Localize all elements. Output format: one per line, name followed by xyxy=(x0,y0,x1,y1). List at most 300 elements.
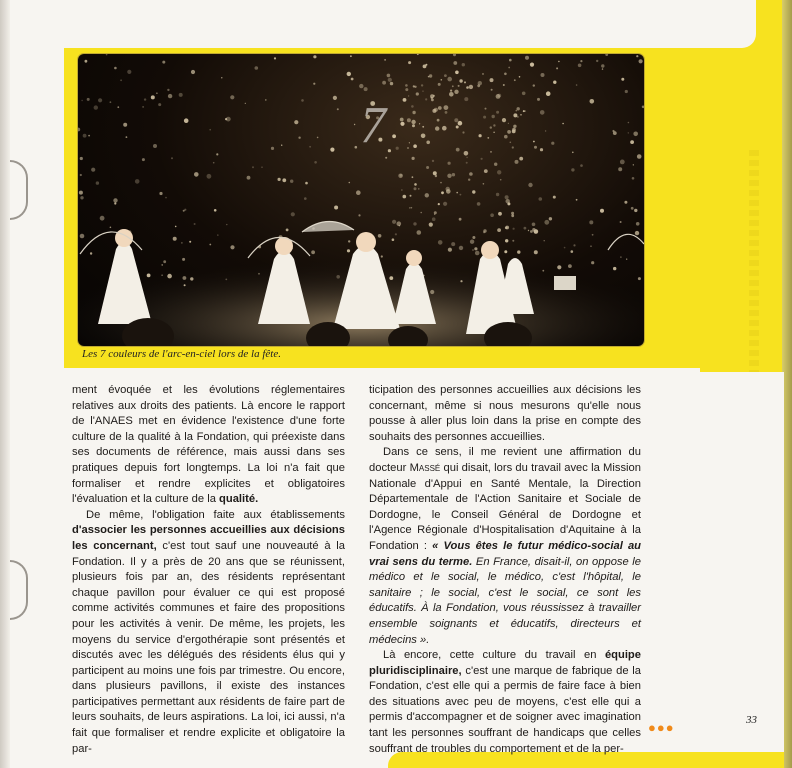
confetti-bubble xyxy=(448,248,452,252)
confetti-bubble xyxy=(347,72,351,76)
confetti-bubble xyxy=(517,116,519,118)
confetti-bubble xyxy=(460,280,462,282)
paragraph xyxy=(369,445,641,648)
quote-italic: En France, disait-il, on oppose le médico et le social, le médico, c'est l'hôpital, le sanitaire ; le social, c'est le social, ce sont les éducatifs. À la Fondation, vous réussissez à travailler ensemble soignants et éducatifs, directeurs et médecins ». xyxy=(369,555,641,646)
confetti-bubble xyxy=(230,95,234,99)
confetti-bubble xyxy=(469,172,473,176)
confetti-bubble xyxy=(313,83,315,85)
confetti-bubble xyxy=(589,220,593,224)
confetti-bubble xyxy=(429,74,432,77)
confetti-bubble xyxy=(403,195,407,199)
confetti-bubble xyxy=(637,154,642,159)
confetti-bubble xyxy=(553,196,556,199)
confetti-bubble xyxy=(430,290,434,294)
confetti-bubble xyxy=(490,151,492,153)
confetti-bubble xyxy=(541,73,545,77)
confetti-bubble xyxy=(261,166,263,168)
confetti-bubble xyxy=(135,179,140,184)
confetti-bubble xyxy=(271,147,274,150)
confetti-bubble xyxy=(381,255,383,257)
confetti-bubble xyxy=(508,123,509,124)
confetti-bubble xyxy=(358,214,360,216)
confetti-bubble xyxy=(426,141,430,145)
confetti-bubble xyxy=(459,246,463,250)
confetti-bubble xyxy=(282,178,286,182)
confetti-bubble xyxy=(217,234,219,236)
confetti-bubble xyxy=(290,180,293,183)
confetti-bubble xyxy=(190,277,193,280)
confetti-bubble xyxy=(425,193,429,197)
confetti-bubble xyxy=(209,129,211,131)
confetti-bubble xyxy=(175,226,177,228)
photo-caption: Les 7 couleurs de l'arc-en-ciel lors de la fête. xyxy=(82,348,281,360)
confetti-bubble xyxy=(117,106,119,108)
confetti-bubble xyxy=(441,79,443,81)
confetti-bubble xyxy=(162,61,165,64)
confetti-bubble xyxy=(507,130,511,134)
confetti-bubble xyxy=(449,92,454,97)
confetti-bubble xyxy=(226,224,227,225)
confetti-bubble xyxy=(392,238,395,241)
confetti-bubble xyxy=(466,162,468,164)
confetti-bubble xyxy=(183,210,185,212)
confetti-bubble xyxy=(443,202,447,206)
confetti-bubble xyxy=(625,90,628,93)
confetti-bubble xyxy=(158,103,161,106)
confetti-bubble xyxy=(98,98,102,102)
confetti-bubble xyxy=(516,110,518,112)
confetti-bubble xyxy=(602,68,603,69)
person-name: Massé xyxy=(409,461,441,474)
confetti-bubble xyxy=(189,241,191,243)
confetti-bubble xyxy=(454,90,458,94)
paragraph-text: qui disait, lors du travail avec la Mission Nationale d'Appui en Santé Mentale, la Direction Départementale de l'Action Sanitaire et Sociale de Dordogne, le Conseil Général de Dordogne et l'Agence Régionale d'Hospitalisation d'Aquitaine à la Fondation : xyxy=(369,461,641,552)
confetti-bubble xyxy=(405,88,408,91)
confetti-bubble xyxy=(411,120,415,124)
confetti-bubble xyxy=(558,61,559,62)
confetti-bubble xyxy=(426,166,429,169)
confetti-bubble xyxy=(395,233,397,235)
confetti-bubble xyxy=(258,273,260,275)
confetti-bubble xyxy=(573,244,575,246)
confetti-bubble xyxy=(421,84,423,86)
confetti-bubble xyxy=(387,74,391,78)
confetti-bubble xyxy=(286,229,289,232)
confetti-bubble xyxy=(209,244,211,246)
confetti-bubble xyxy=(596,60,598,62)
confetti-bubble xyxy=(592,234,594,236)
page-number: 33 xyxy=(746,714,757,726)
confetti-bubble xyxy=(636,222,640,226)
confetti-bubble xyxy=(631,207,634,210)
confetti-bubble xyxy=(403,98,407,102)
confetti-bubble xyxy=(83,134,87,138)
confetti-bubble xyxy=(96,181,99,184)
confetti-bubble xyxy=(624,201,627,204)
confetti-bubble xyxy=(106,54,108,55)
confetti-bubble xyxy=(612,130,614,132)
confetti-bubble xyxy=(454,118,458,122)
confetti-bubble xyxy=(453,61,457,65)
confetti-bubble xyxy=(446,189,451,194)
confetti-bubble xyxy=(226,117,231,122)
confetti-bubble xyxy=(478,81,482,85)
confetti-bubble xyxy=(464,97,468,101)
text-column-right xyxy=(369,383,641,757)
confetti-bubble xyxy=(458,85,460,87)
confetti-bubble xyxy=(620,221,622,223)
confetti-bubble xyxy=(483,116,486,119)
confetti-bubble xyxy=(633,164,634,165)
confetti-bubble xyxy=(580,164,583,167)
confetti-bubble xyxy=(434,211,437,214)
binder-ring-bottom xyxy=(10,560,28,620)
confetti-bubble xyxy=(590,99,595,104)
confetti-bubble xyxy=(493,132,494,133)
confetti-bubble xyxy=(397,221,402,226)
confetti-bubble xyxy=(347,249,350,252)
confetti-bubble xyxy=(91,168,95,172)
confetti-bubble xyxy=(305,182,308,185)
confetti-bubble xyxy=(94,105,98,109)
confetti-bubble xyxy=(505,239,508,242)
confetti-bubble xyxy=(497,170,501,174)
confetti-bubble xyxy=(553,81,556,84)
confetti-bubble xyxy=(378,234,382,238)
confetti-bubble xyxy=(392,134,396,138)
confetti-bubble xyxy=(213,162,215,164)
confetti-bubble xyxy=(509,59,512,62)
confetti-bubble xyxy=(78,128,80,132)
paragraph-text: c'est tout sauf une nouveauté à la Fondation. Il y a près de 20 ans que se réunissent, plusieurs fois par an, des résidents représentant chaque pavillon pour évaluer ce qui est proposé comme activités communes et faire des propositions pour les activités à venir. De même, les projets, les moyens du service d'ergothérapie sont présentés et discutés avec les délégués des résidents élus qui y participent au moins une fois par trimestre. Ou encore, dans plusieurs pavillons, il existe des instances participatives permettant aux résidents de faire part de leurs souhaits, de leurs aspirations. La loi, ici aussi, n'a fait que formaliser et rendre explicite et obligatoire la par- xyxy=(72,539,345,755)
confetti-bubble xyxy=(578,64,582,68)
confetti-bubble xyxy=(537,98,540,101)
confetti-bubble xyxy=(390,82,393,85)
confetti-bubble xyxy=(470,240,474,244)
confetti-bubble xyxy=(500,179,502,181)
confetti-bubble xyxy=(462,131,464,133)
confetti-bubble xyxy=(356,190,361,195)
binder-ring-top xyxy=(10,160,28,220)
confetti-bubble xyxy=(173,237,177,241)
confetti-bubble xyxy=(165,197,167,199)
confetti-bubble xyxy=(517,107,520,110)
paragraph xyxy=(369,648,641,757)
confetti-bubble xyxy=(414,187,417,190)
confetti-bubble xyxy=(528,183,532,187)
confetti-bubble xyxy=(153,144,157,148)
confetti-bubble xyxy=(432,160,434,162)
confetti-bubble xyxy=(479,134,482,137)
confetti-bubble xyxy=(110,227,112,229)
confetti-bubble xyxy=(413,85,415,87)
confetti-bubble xyxy=(447,174,451,178)
confetti-bubble xyxy=(351,78,354,81)
confetti-bubble xyxy=(311,250,315,254)
confetti-bubble xyxy=(114,67,117,70)
confetti-bubble xyxy=(448,162,451,165)
confetti-bubble xyxy=(438,83,441,86)
confetti-bubble xyxy=(151,95,155,99)
confetti-bubble xyxy=(620,256,622,258)
confetti-bubble xyxy=(265,99,267,101)
confetti-bubble xyxy=(438,203,440,205)
confetti-bubble xyxy=(496,193,499,196)
confetti-bubble xyxy=(519,157,523,161)
paragraph-text: ment évoquée et les évolutions réglementaires relatives aux droits des patients. Là encore le rapport de l'ANAES met en évidence l'existence d'une forte culture de la qualité à la Fondation, qui préexiste dans ses documents de référence, mais aussi dans ses pratiques depuis fort longtemps. La loi n'a fait que formaliser et rendre explicites et obligatoires l'évaluation et la culture de la xyxy=(72,384,345,506)
confetti-bubble xyxy=(605,54,608,56)
confetti-bubble xyxy=(144,98,146,100)
confetti-bubble xyxy=(225,279,227,281)
confetti-bubble xyxy=(417,54,419,55)
confetti-bubble xyxy=(472,190,475,193)
confetti-bubble xyxy=(291,212,295,216)
bold-keyword: d'associer les personnes accueillies aux décisions les concernant, xyxy=(72,524,345,552)
confetti-bubble xyxy=(525,56,529,60)
confetti-bubble xyxy=(413,144,417,148)
confetti-bubble xyxy=(384,59,386,61)
confetti-bubble xyxy=(510,142,512,144)
confetti-bubble xyxy=(400,122,404,126)
confetti-bubble xyxy=(100,216,105,221)
confetti-bubble xyxy=(412,124,415,127)
confetti-bubble xyxy=(330,148,334,152)
confetti-bubble xyxy=(544,240,545,241)
text-column-left xyxy=(72,383,345,757)
confetti-bubble xyxy=(447,77,452,82)
confetti-bubble xyxy=(591,261,594,264)
confetti-bubble xyxy=(483,183,485,185)
confetti-bubble xyxy=(411,105,414,108)
confetti-bubble xyxy=(556,67,558,69)
confetti-bubble xyxy=(533,84,535,86)
confetti-bubble xyxy=(626,259,627,260)
confetti-bubble xyxy=(298,137,300,139)
confetti-bubble xyxy=(309,146,311,148)
confetti-bubble xyxy=(482,73,483,74)
paragraph xyxy=(72,508,345,758)
confetti-bubble xyxy=(468,179,470,181)
confetti-bubble xyxy=(534,146,537,149)
confetti-bubble xyxy=(639,59,643,63)
confetti-bubble xyxy=(413,222,416,225)
confetti-bubble xyxy=(163,260,166,263)
confetti-bubble xyxy=(497,94,501,98)
confetti-bubble xyxy=(333,96,337,100)
confetti-bubble xyxy=(301,99,304,102)
confetti-bubble xyxy=(485,108,487,110)
confetti-bubble xyxy=(487,137,489,139)
paragraph-text: Dans ce sens, il me revient une affirmation du docteur xyxy=(369,446,641,474)
confetti-bubble xyxy=(392,220,396,224)
confetti-bubble xyxy=(388,78,392,82)
confetti-bubble xyxy=(464,81,466,83)
confetti-bubble xyxy=(502,118,506,122)
confetti-bubble xyxy=(444,74,447,77)
confetti-bubble xyxy=(497,228,501,232)
confetti-bubble xyxy=(230,245,234,249)
confetti-bubble xyxy=(348,240,350,242)
confetti-bubble xyxy=(113,198,117,202)
confetti-bubble xyxy=(620,160,625,165)
confetti-bubble xyxy=(459,79,462,82)
confetti-bubble xyxy=(511,212,514,215)
confetti-bubble xyxy=(440,182,442,184)
confetti-bubble xyxy=(490,213,494,217)
confetti-bubble xyxy=(123,123,127,127)
confetti-bubble xyxy=(434,108,438,112)
confetti-bubble xyxy=(90,252,92,254)
confetti-bubble xyxy=(515,160,519,164)
confetti-bubble xyxy=(519,76,521,78)
confetti-bubble xyxy=(455,71,459,75)
confetti-bubble xyxy=(434,214,435,215)
confetti-bubble xyxy=(632,177,635,180)
confetti-bubble xyxy=(418,188,419,189)
confetti-bubble xyxy=(642,106,644,109)
confetti-bubble xyxy=(557,265,561,269)
confetti-bubble xyxy=(438,106,442,110)
confetti-bubble xyxy=(498,212,502,216)
confetti-bubble xyxy=(513,228,515,230)
confetti-bubble xyxy=(410,195,412,197)
confetti-bubble xyxy=(504,73,507,76)
confetti-bubble xyxy=(382,81,386,85)
paragraph-text: ticipation des personnes accueillies aux décisions les concernant, même si nous mesurons qu'elle nous pousse à aller plus loin dans la prise en compte des souhaits des personnes accueillies. xyxy=(369,384,641,443)
confetti-bubble xyxy=(221,77,222,78)
paragraph-text: De même, l'obligation faite aux établissements xyxy=(86,508,345,521)
confetti-bubble xyxy=(451,242,455,246)
confetti-bubble xyxy=(414,183,417,186)
stage-photo xyxy=(78,54,644,346)
confetti-bubble xyxy=(513,113,517,117)
confetti-bubble xyxy=(438,240,443,245)
confetti-bubble xyxy=(168,94,172,98)
confetti-bubble xyxy=(576,199,578,201)
confetti-bubble xyxy=(475,251,480,256)
confetti-bubble xyxy=(466,86,469,89)
confetti-bubble xyxy=(389,276,393,280)
confetti-bubble xyxy=(245,103,246,104)
confetti-bubble xyxy=(534,250,538,254)
confetti-bubble xyxy=(590,246,591,247)
confetti-bubble xyxy=(452,85,454,87)
confetti-bubble xyxy=(337,108,339,110)
confetti-bubble xyxy=(80,234,85,239)
confetti-bubble xyxy=(493,124,495,126)
confetti-bubble xyxy=(80,157,83,160)
bold-keyword: équipe pluridisciplinaire, xyxy=(369,649,641,677)
confetti-bubble xyxy=(281,145,282,146)
confetti-bubble xyxy=(398,174,403,179)
confetti-bubble xyxy=(634,209,637,212)
confetti-bubble xyxy=(477,202,481,206)
confetti-bubble xyxy=(600,209,604,213)
bold-keyword: qualité. xyxy=(219,493,259,506)
confetti-bubble xyxy=(474,247,477,250)
confetti-bubble xyxy=(460,194,462,196)
confetti-bubble xyxy=(490,126,492,128)
confetti-bubble xyxy=(409,142,410,143)
confetti-bubble xyxy=(490,78,494,82)
confetti-bubble xyxy=(636,55,638,57)
confetti-bubble xyxy=(127,70,131,74)
paragraph-text: c'est une marque de fabrique de la Fondation, c'est elle qui a permis de faire face à bien des situations avec peu de moyens, c'est elle qui a permis d'accompagner et de soigner avec imagination tant les personnes souffrant de handicaps que celles souffrant de troubles du comportement et de la per- xyxy=(369,664,641,755)
text-panel-corner xyxy=(714,372,784,392)
confetti-bubble xyxy=(576,84,578,86)
confetti-bubble xyxy=(81,100,82,101)
confetti-bubble xyxy=(400,118,404,122)
confetti-bubble xyxy=(540,148,543,151)
confetti-bubble xyxy=(522,92,526,96)
confetti-bubble xyxy=(462,63,465,66)
confetti-bubble xyxy=(349,182,351,184)
confetti-bubble xyxy=(530,230,533,233)
confetti-bubble xyxy=(396,147,399,150)
confetti-bubble xyxy=(512,240,514,242)
confetti-bubble xyxy=(613,267,616,270)
confetti-bubble xyxy=(159,192,162,195)
confetti-bubble xyxy=(161,275,162,276)
confetti-bubble xyxy=(181,242,182,243)
confetti-bubble xyxy=(409,207,410,208)
confetti-bubble xyxy=(456,192,458,194)
confetti-bubble xyxy=(317,137,319,139)
confetti-bubble xyxy=(511,214,514,217)
confetti-bubble xyxy=(512,146,514,148)
confetti-bubble xyxy=(433,171,437,175)
confetti-bubble xyxy=(503,84,505,86)
confetti-bubble xyxy=(513,125,516,128)
confetti-bubble xyxy=(408,95,409,96)
confetti-bubble xyxy=(549,217,552,220)
confetti-bubble xyxy=(167,89,169,91)
confetti-bubble xyxy=(517,250,520,253)
confetti-bubble xyxy=(425,64,427,66)
confetti-bubble xyxy=(401,189,402,190)
confetti-bubble xyxy=(508,67,510,69)
confetti-bubble xyxy=(80,196,83,199)
paragraph-text: Là encore, cette culture du travail en xyxy=(383,649,605,662)
confetti-bubble xyxy=(425,98,427,100)
confetti-bubble xyxy=(442,126,447,131)
confetti-bubble xyxy=(564,247,566,249)
confetti-bubble xyxy=(334,206,338,210)
confetti-bubble xyxy=(433,95,435,97)
confetti-bubble xyxy=(472,249,474,251)
confetti-bubble xyxy=(520,114,522,116)
confetti-bubble xyxy=(571,250,574,253)
confetti-bubble xyxy=(407,147,409,149)
confetti-bubble xyxy=(88,135,90,137)
confetti-bubble xyxy=(512,130,516,134)
confetti-bubble xyxy=(504,250,507,253)
confetti-bubble xyxy=(530,63,534,67)
confetti-bubble xyxy=(110,101,112,103)
confetti-bubble xyxy=(453,54,456,56)
confetti-bubble xyxy=(472,236,475,239)
confetti-bubble xyxy=(420,212,422,214)
confetti-bubble xyxy=(194,172,199,177)
confetti-bubble xyxy=(464,151,469,156)
confetti-bubble xyxy=(450,90,452,92)
confetti-bubble xyxy=(421,134,426,139)
confetti-bubble xyxy=(407,118,411,122)
confetti-bubble xyxy=(456,126,459,129)
confetti-bubble xyxy=(562,123,564,125)
confetti-bubble xyxy=(432,217,436,221)
confetti-bubble xyxy=(601,64,604,67)
